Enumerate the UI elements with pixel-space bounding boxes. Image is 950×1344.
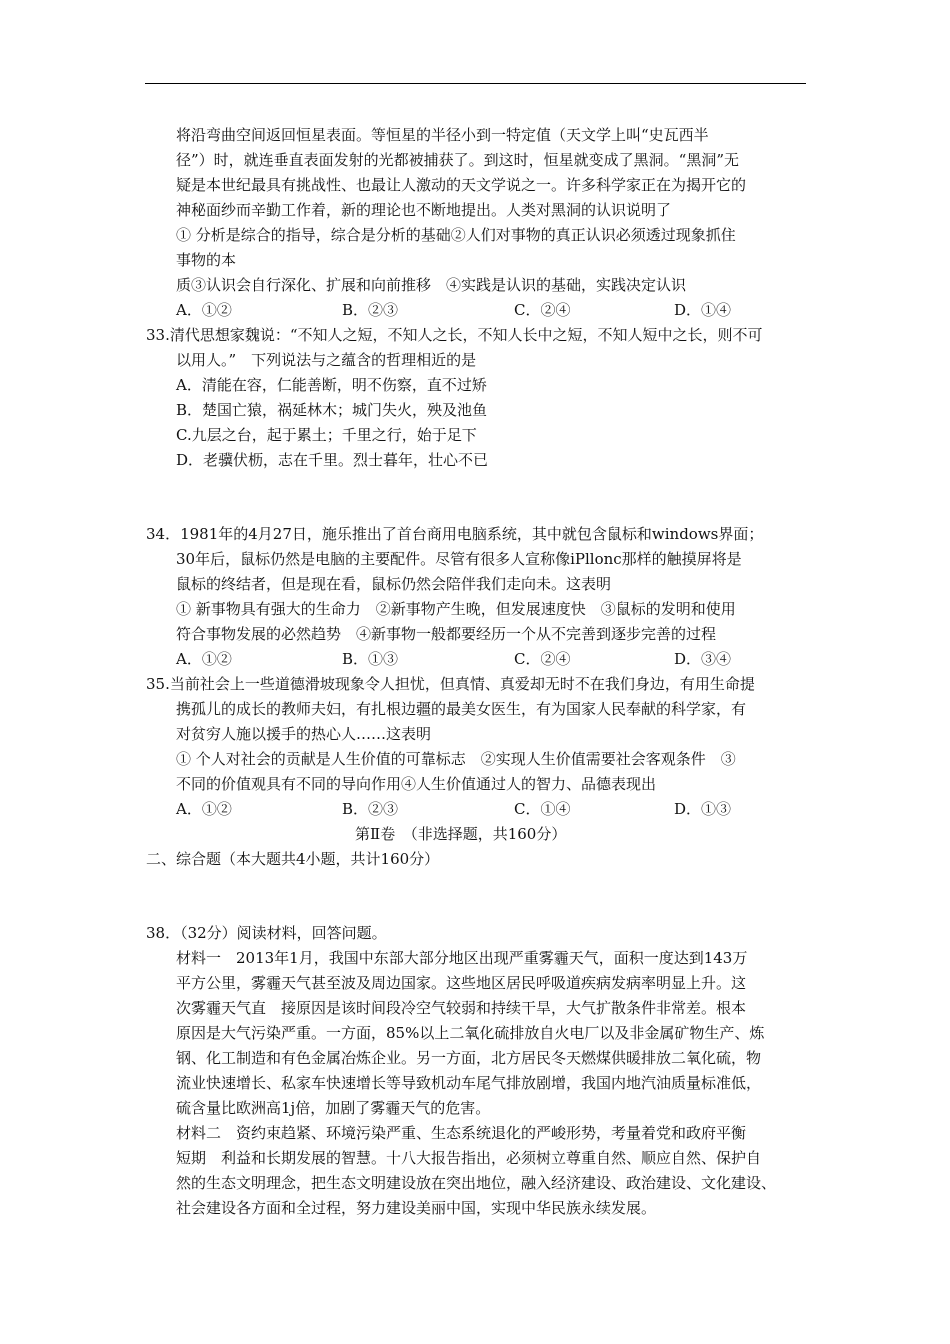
q34-stem: 34．1981年的4月27日，施乐推出了首台商用电脑系统，其中就包含鼠标和windows界面；	[146, 525, 764, 543]
q32-line: 事物的本	[176, 251, 237, 269]
material1-line: 钢、化工制造和有色金属冶炼企业。另一方面，北方居民冬天燃煤供暖排放二氧化硫，物	[176, 1049, 762, 1067]
q35-stem: 对贫穷人施以援手的热心人……这表明	[176, 725, 432, 743]
q32-option-a: A．①②	[176, 301, 232, 319]
q35-option-c: C．①④	[514, 800, 571, 818]
q35-stem: 不同的价值观具有不同的导向作用④人生价值通过人的智力、品德表现出	[176, 775, 657, 793]
q33-stem: 33.清代思想家魏说：“不知人之短，不知人之长，不知人长中之短，不知人短中之长，则不可	[146, 326, 763, 344]
q32-line: ① 分析是综合的指导，综合是分析的基础②人们对事物的真正认识必须透过现象抓住	[176, 226, 736, 244]
material1-line: 硫含量比欧洲高1j倍，加剧了雾霾天气的危害。	[176, 1099, 491, 1117]
q34-option-d: D．③④	[674, 650, 732, 668]
q32-option-c: C．②④	[514, 301, 571, 319]
q33-option-a: A．清能在容，仁能善断，明不伤察，直不过矫	[176, 376, 487, 394]
q32-option-b: B．②③	[342, 301, 399, 319]
q34-option-c: C．②④	[514, 650, 571, 668]
q32-line: 质③认识会自行深化、扩展和向前推移 ④实践是认识的基础，实践决定认识	[176, 276, 687, 294]
q32-line: 神秘面纱而辛勤工作着，新的理论也不断地提出。人类对黑洞的认识说明了	[176, 201, 672, 219]
section-title: 第Ⅱ卷 （非选择题，共160分）	[355, 825, 567, 843]
material2-line: 材料二 资约束趋紧、环境污染严重、生态系统退化的严峻形势，考量着党和政府平衡	[176, 1124, 747, 1142]
material2-line: 短期 利益和长期发展的智慧。十八大报告指出，必须树立尊重自然、顺应自然、保护自	[176, 1149, 762, 1167]
material2-line: 然的生态文明理念，把生态文明建设放在突出地位，融入经济建设、政治建设、文化建设、	[176, 1174, 777, 1192]
q35-stem: ① 个人对社会的贡献是人生价值的可靠标志 ②实现人生价值需要社会客观条件 ③	[176, 750, 736, 768]
section-heading: 二、综合题（本大题共4小题，共计160分）	[146, 850, 440, 868]
header-rule	[145, 83, 806, 84]
q34-stem: 30年后，鼠标仍然是电脑的主要配件。尽管有很多人宣称像iPllonc那样的触摸屏将是	[176, 550, 742, 568]
q34-option-b: B．①③	[342, 650, 399, 668]
q38-stem: 38．（32分）阅读材料，回答问题。	[146, 924, 387, 942]
q35-option-d: D．①③	[674, 800, 732, 818]
q35-stem: 携孤儿的成长的教师夫妇，有扎根边疆的最美女医生，有为国家人民奉献的科学家，有	[176, 700, 747, 718]
q32-line: 疑是本世纪最具有挑战性、也最让人激动的天文学说之一。许多科学家正在为揭开它的	[176, 176, 747, 194]
q33-option-c: C.九层之台，起于累土；千里之行，始于足下	[176, 426, 477, 444]
material1-line: 流业快速增长、私家车快速增长等导致机动车尾气排放剧增，我国内地汽油质量标准低，	[176, 1074, 762, 1092]
q34-stem: 符合事物发展的必然趋势 ④新事物一般都要经历一个从不完善到逐步完善的过程	[176, 625, 717, 643]
q33-option-b: B．楚国亡猿，祸延林木；城门失火，殃及池鱼	[176, 401, 488, 419]
q34-stem: ① 新事物具有强大的生命力 ②新事物产生晚，但发展速度快 ③鼠标的发明和使用	[176, 600, 736, 618]
material2-line: 社会建设各方面和全过程，努力建设美丽中国，实现中华民族永续发展。	[176, 1199, 657, 1217]
q35-option-a: A．①②	[176, 800, 232, 818]
q34-stem: 鼠标的终结者，但是现在看，鼠标仍然会陪伴我们走向未。这表明	[176, 575, 612, 593]
q33-option-d: D．老骥伏枥，志在千里。烈士暮年，壮心不已	[176, 451, 489, 469]
q32-line: 径”）时，就连垂直表面发射的光都被捕获了。到这时，恒星就变成了黑洞。“黑洞”无	[176, 151, 740, 169]
q35-option-b: B．②③	[342, 800, 399, 818]
material1-line: 次雾霾天气直 接原因是该时间段冷空气较弱和持续干旱，大气扩散条件非常差。根本	[176, 999, 747, 1017]
material1-line: 原因是大气污染严重。一方面，85%以上二氧化硫排放自火电厂以及非金属矿物生产、炼	[176, 1024, 765, 1042]
q33-stem: 以用人。” 下列说法与之蕴含的哲理相近的是	[176, 351, 477, 369]
q32-line: 将沿弯曲空间返回恒星表面。等恒星的半径小到一特定值（天文学上叫“史瓦西半	[176, 126, 709, 144]
q34-option-a: A．①②	[176, 650, 232, 668]
q32-option-d: D．①④	[674, 301, 732, 319]
q35-stem: 35.当前社会上一些道德滑坡现象令人担忧，但真情、真爱却无时不在我们身边，有用生命提	[146, 675, 755, 693]
material1-line: 平方公里，雾霾天气甚至波及周边国家。这些地区居民呼吸道疾病发病率明显上升。这	[176, 974, 747, 992]
material1-line: 材料一 2013年1月，我国中东部大部分地区出现严重雾霾天气，面积一度达到143万	[176, 949, 748, 967]
